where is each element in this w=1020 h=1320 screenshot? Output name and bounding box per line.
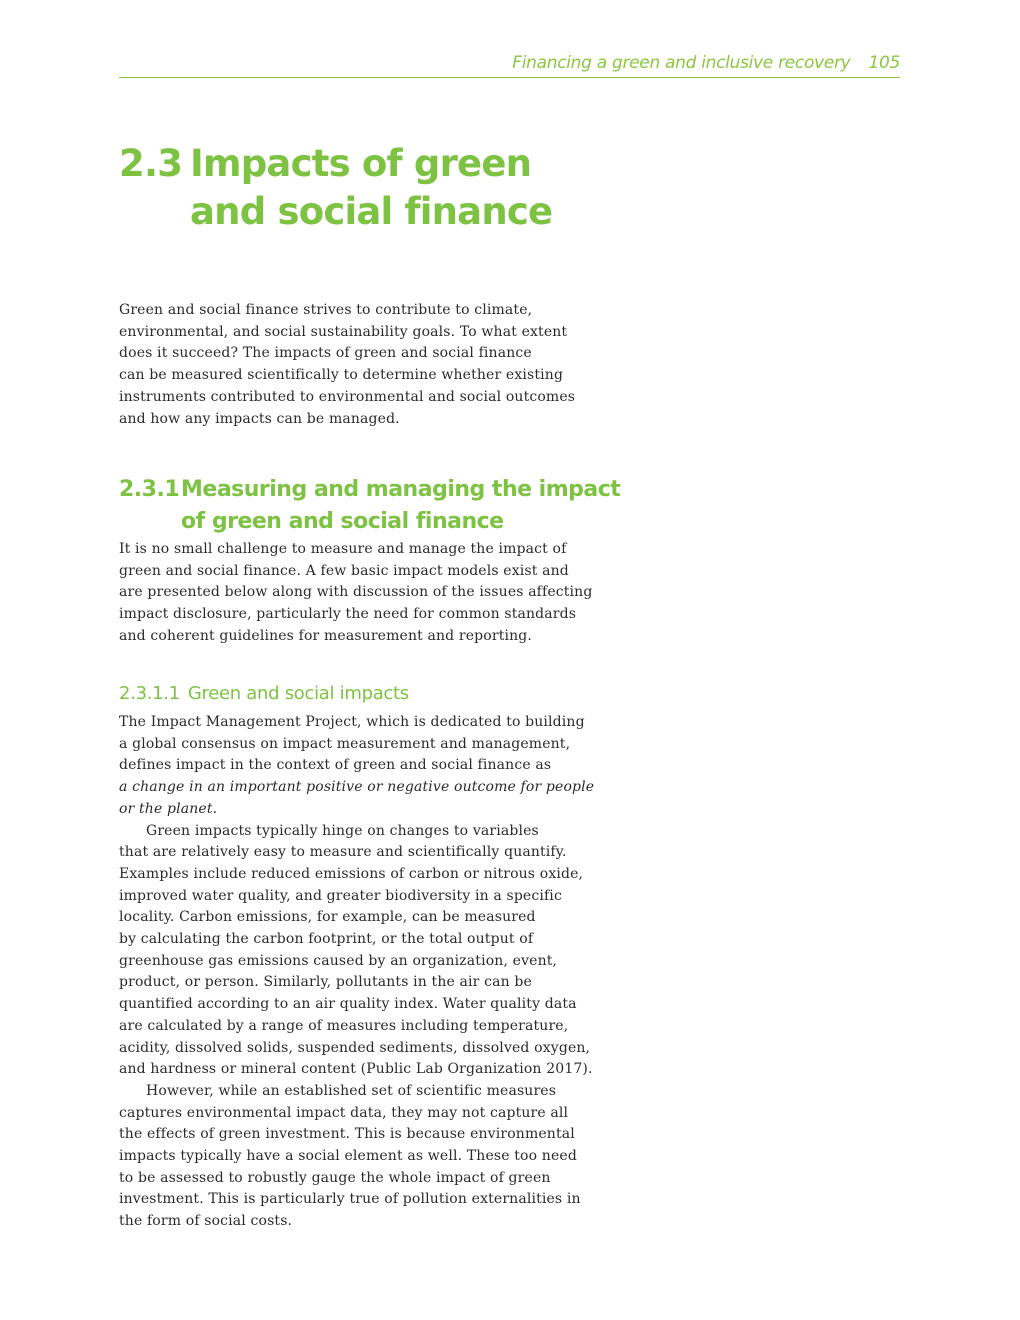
subsection-title-text: Green and social impacts [187,683,409,704]
text-line: improved water quality, and greater biodiversity in a specific [119,887,562,904]
text-line: product, or person. Similarly, pollutants in the air can be [119,974,532,991]
section-number: 2.3.1 [119,477,180,502]
text-line: green and social finance. A few basic impact models exist and [119,562,569,579]
running-title: Financing a green and inclusive recovery [512,53,851,73]
text-line: It is no small challenge to measure and manage the impact of [119,541,567,557]
text-line: greenhouse gas emissions caused by an organization, event, [119,952,558,969]
text-line: and coherent guidelines for measurement and reporting. [119,627,532,644]
subsection-number: 2.3.1.1 [119,683,180,704]
section-title [119,474,620,538]
chapter-title [119,140,552,236]
text-line: and hardness or mineral content (Public Lab Organization 2017). [119,1061,593,1078]
section-title-line-2: of green and social finance [181,509,504,534]
running-header [119,50,900,78]
text-line: investment. This is particularly true of pollution externalities in [119,1191,581,1208]
text-line: The Impact Management Project, which is dedicated to building [119,714,585,730]
intro-paragraph [119,300,599,430]
chapter-title-line-2: and social finance [190,190,553,233]
text-line: Green impacts typically hinge on changes to variables [146,822,539,839]
text-line: to be assessed to robustly gauge the whole impact of green [119,1169,551,1186]
text-line: However, while an established set of scientific measures [146,1082,557,1099]
chapter-number: 2.3 [119,142,183,185]
text-line: impacts typically have a social element as well. These too need [119,1148,577,1165]
text-line: Examples include reduced emissions of carbon or nitrous oxide, [119,865,584,882]
definition-end: . [212,800,218,817]
text-line: does it succeed? The impacts of green and social finance [119,345,532,362]
text-line: Green and social finance strives to contribute to climate, [119,302,533,318]
page-number: 105 [868,53,900,73]
text-line: acidity, dissolved solids, suspended sediments, dissolved oxygen, [119,1039,591,1056]
text-line: are calculated by a range of measures including temperature, [119,1017,569,1034]
text-line: defines impact in the context of green and social finance as [119,757,552,774]
section-paragraph [119,539,599,648]
italic-definition-line: a change in an important positive or negative outcome for people [119,779,595,796]
text-line: the form of social costs. [119,1213,293,1230]
text-line: impact disclosure, particularly the need for common standards [119,606,577,623]
text-line: are presented below along with discussion of the issues affecting [119,584,593,601]
text-line: environmental, and social sustainability goals. To what extent [119,323,568,340]
text-line: captures environmental impact data, they may not capture all [119,1104,569,1121]
subsection-title [119,682,409,706]
text-line: the effects of green investment. This is because environmental [119,1126,575,1143]
text-line: and how any impacts can be managed. [119,410,400,427]
section-title-line-1: Measuring and managing the impact [181,477,621,502]
text-line: that are relatively easy to measure and scientifically quantify. [119,844,567,861]
subsection-body [119,712,599,1233]
text-line: a global consensus on impact measurement and management, [119,735,571,752]
chapter-title-line-1: Impacts of green [190,142,532,185]
text-line: locality. Carbon emissions, for example, can be measured [119,909,536,926]
text-line: can be measured scientifically to determine whether existing [119,367,564,384]
text-line: quantified according to an air quality index. Water quality data [119,996,577,1013]
italic-definition-line: or the planet [119,800,213,817]
text-line: instruments contributed to environmental and social outcomes [119,388,576,405]
text-line: by calculating the carbon footprint, or the total output of [119,931,534,948]
